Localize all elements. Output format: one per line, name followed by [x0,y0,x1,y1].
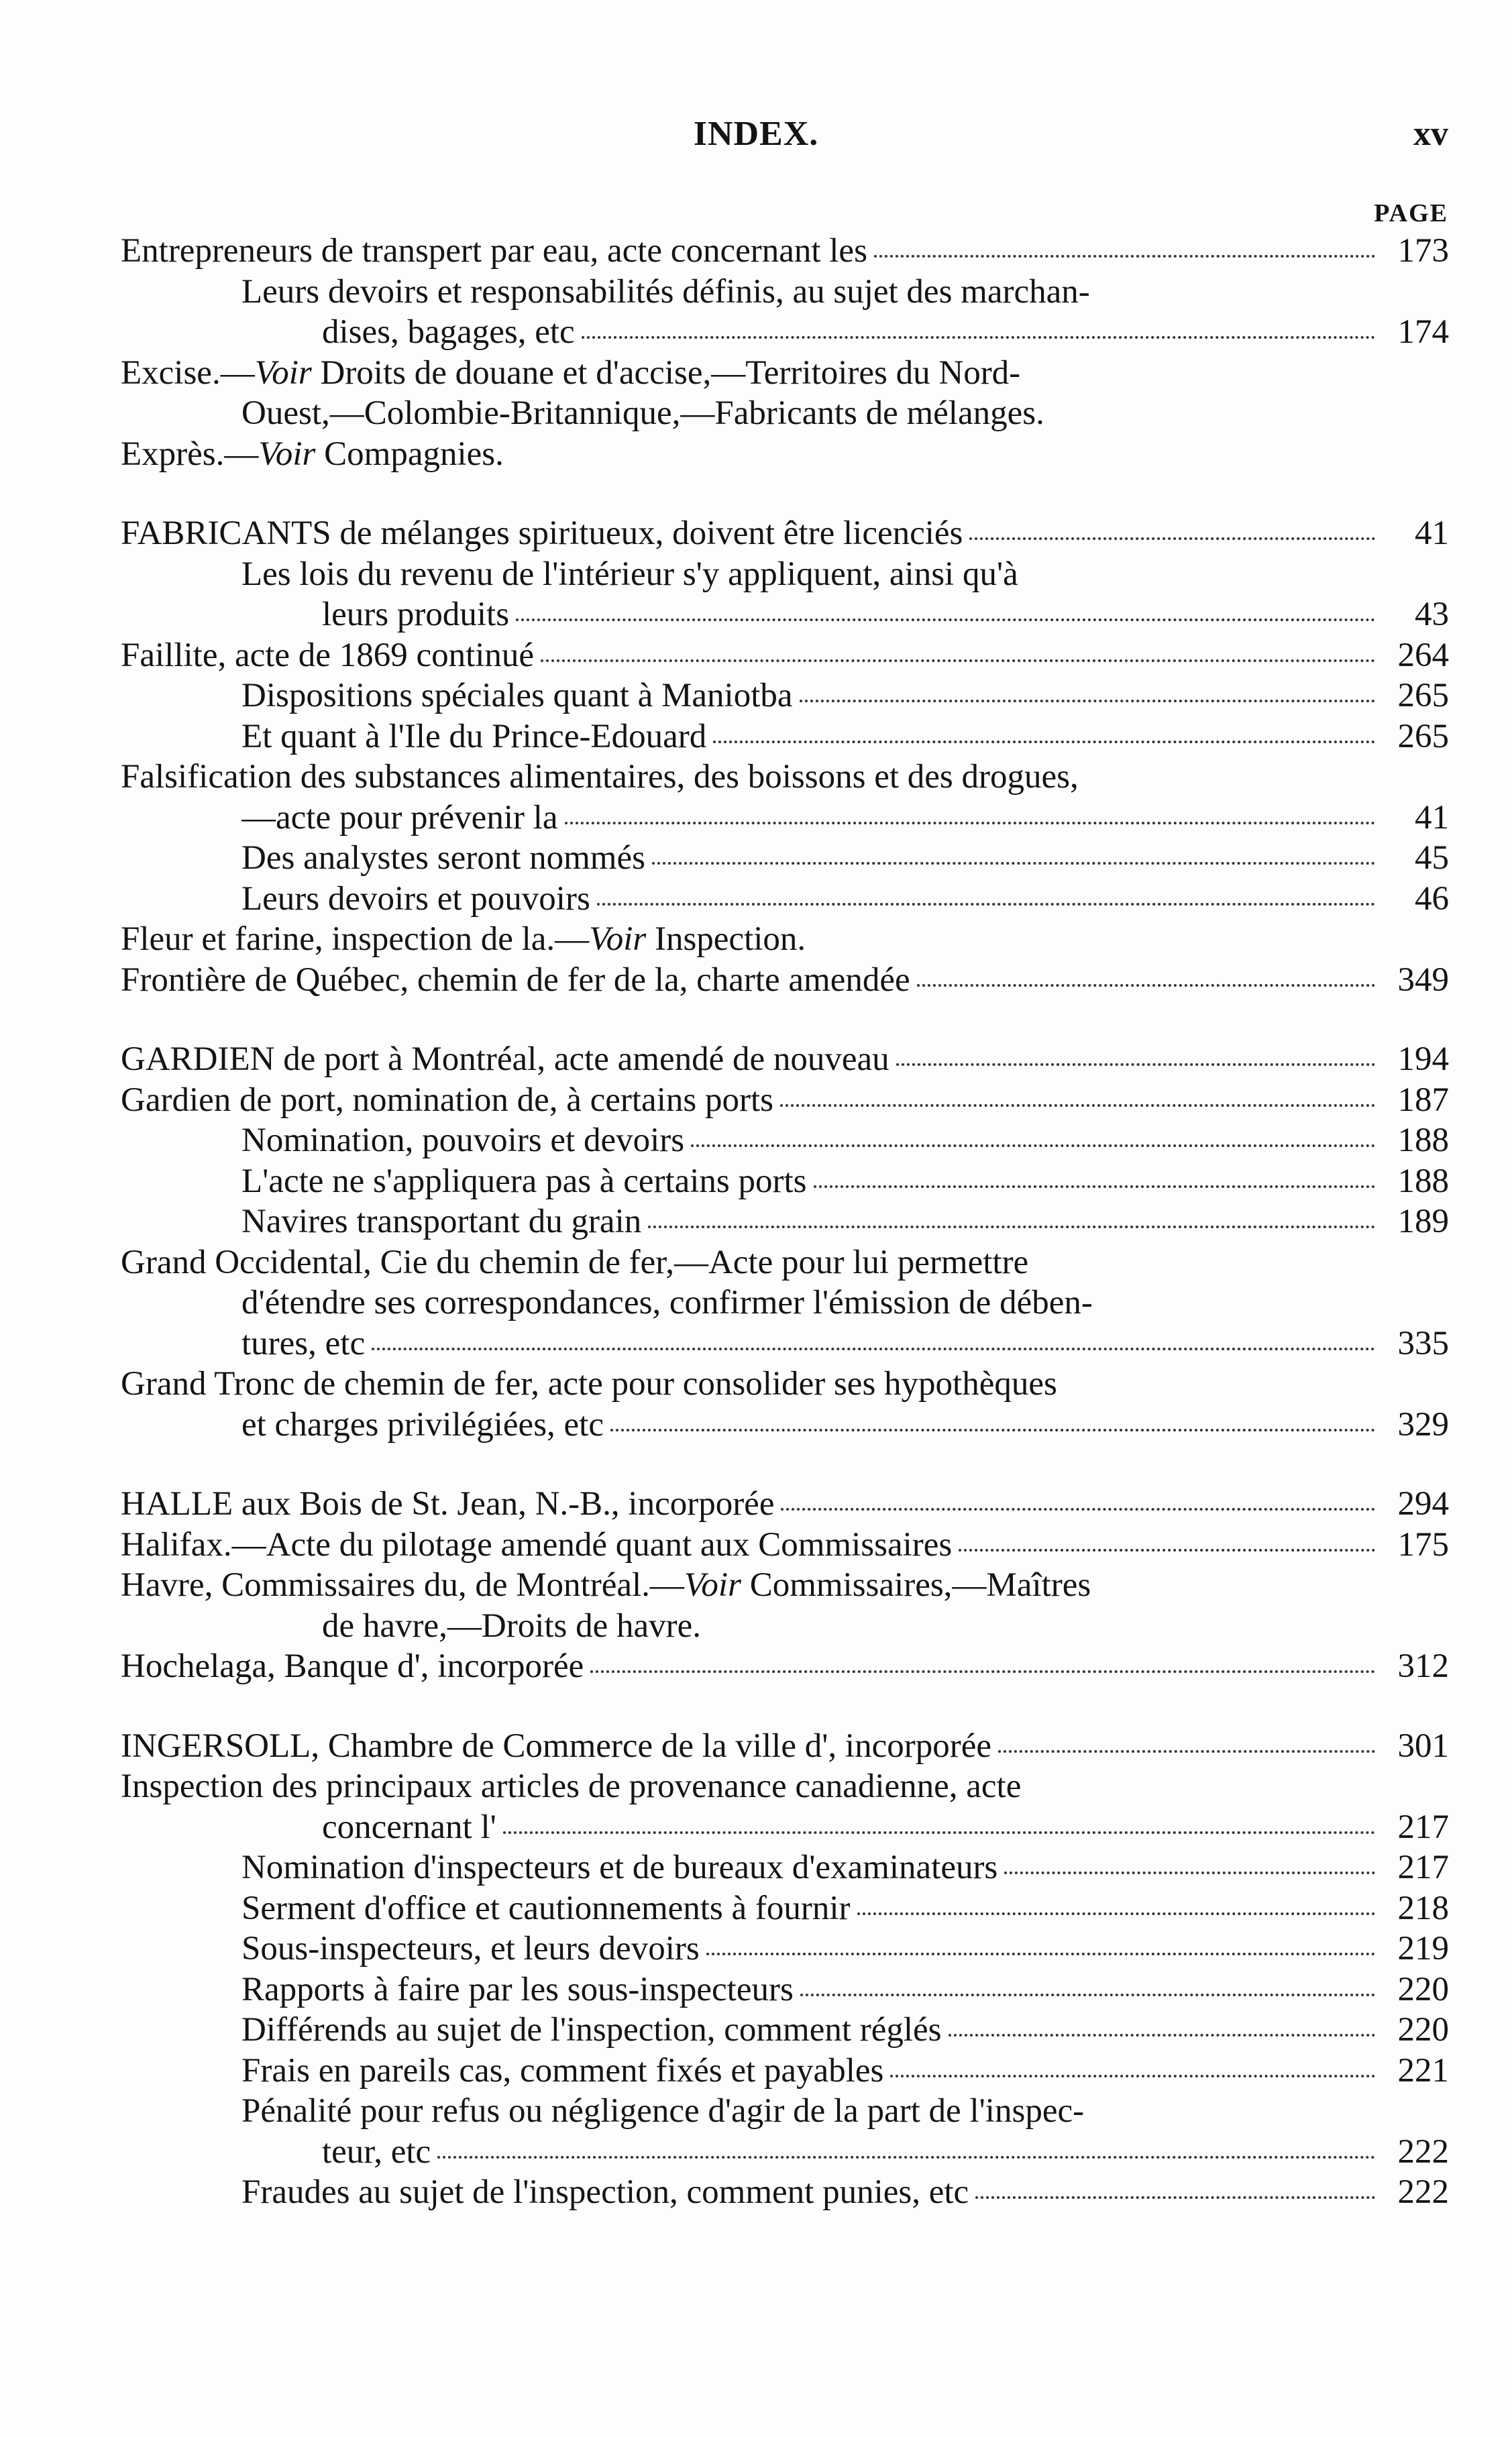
index-entry [121,838,1449,879]
dot-leader [998,1750,1375,1753]
page-number: 335 [1397,1324,1449,1362]
entry-text: Gardien de port, nomination de, à certains ports [121,1081,773,1119]
entry-text: Grand Occidental, Cie du chemin de fer,—Acte pour lui permettre [121,1243,1029,1281]
index-entry [121,1929,1449,1969]
index-entry [121,594,1449,635]
page-number: 194 [1397,1040,1449,1078]
dot-leader [713,741,1375,743]
index-entry [121,513,1449,554]
index-entry [121,798,1449,838]
index-entry [121,1606,1449,1647]
dot-leader [969,537,1375,540]
dot-leader [917,984,1375,987]
entry-text: Différends au sujet de l'inspection, comment réglés [241,2011,942,2049]
dot-leader [590,1670,1375,1673]
entry-text: Et quant à l'Ile du Prince-Edouard [241,717,707,755]
entry-text: dises, bagages, etc [322,313,575,351]
page-folio: xv [1413,115,1448,153]
dot-leader [800,1994,1375,1996]
page-number: 218 [1397,1889,1449,1927]
page-number: 175 [1397,1525,1449,1564]
index-entry [121,1726,1449,1767]
index-entry [121,1969,1449,2010]
dot-leader [541,659,1375,662]
dot-leader [565,822,1375,824]
entry-text: Frontière de Québec, chemin de fer de la, charte amendée [121,961,910,999]
entry-text: Navires transportant du grain [241,1203,642,1240]
index-entry [121,879,1449,920]
index-entry [121,1283,1449,1323]
entry-text: leurs produits [322,596,510,633]
page-number: 264 [1397,636,1449,674]
index-entry [121,1120,1449,1161]
page-number: 219 [1397,1930,1449,1967]
entry-text: Falsification des substances alimentaires, des boissons et des drogues, [121,758,1079,796]
entry-text: Des analystes seront nommés [241,839,645,877]
page-number: 265 [1397,717,1449,755]
index-entry [121,1646,1449,1687]
page-number: 188 [1397,1122,1449,1159]
dot-leader [706,1953,1375,1955]
entry-text: Faillite, acte de 1869 continué [121,636,535,674]
entry-text: et charges privilégiées, etc [241,1405,604,1444]
page-number: 222 [1397,2132,1449,2171]
page-number: 45 [1415,839,1449,877]
index-entry [121,1242,1449,1283]
index-entry [121,434,1449,475]
entry-text: Serment d'office et cautionnements à fournir [241,1889,851,1927]
dot-leader [372,1348,1375,1350]
dot-leader [1004,1872,1375,1874]
dot-leader [652,862,1375,865]
dot-leader [781,1508,1375,1511]
dot-leader [800,700,1375,702]
dot-leader [896,1063,1375,1066]
entry-text: FABRICANTS de mélanges spiritueux, doivent être licenciés [121,515,963,552]
entry-text: Leurs devoirs et responsabilités définis, au sujet des marchan- [241,272,1090,311]
entry-text: Pénalité pour refus ou négligence d'agir de la part de l'inspec- [241,2092,1085,2130]
index-entry [121,1766,1449,1807]
entry-text: Entrepreneurs de transpert par eau, acte concernant les [121,232,867,270]
index-entry [121,1201,1449,1242]
entry-text: Frais en pareils cas, comment fixés et payables [241,2051,884,2090]
dot-leader [890,2075,1375,2077]
index-entry [121,312,1449,353]
entry-text: Grand Tronc de chemin de fer, acte pour consolider ses hypothèques [121,1365,1057,1403]
page-number: 189 [1397,1203,1449,1240]
page-number: 220 [1397,2011,1449,2049]
entry-text: —acte pour prévenir la [241,798,558,836]
page-number: 312 [1397,1647,1449,1685]
index-entry [121,554,1449,595]
index-entry [121,960,1449,1001]
index-entry [121,2010,1449,2051]
index-entries [121,231,1449,2213]
entry-text: d'étendre ses correspondances, confirmer l'émission de dében- [241,1284,1093,1321]
section-gap [121,474,1449,513]
dot-leader [503,1831,1375,1834]
index-entry [121,2172,1449,2213]
entry-text: HALLE aux Bois de St. Jean, N.-B., incorporée [121,1485,775,1523]
entry-text: Fraudes au sujet de l'inspection, comment punies, etc [241,2173,969,2211]
index-entry [121,1807,1449,1848]
page-number: 349 [1397,961,1449,999]
index-entry [121,1405,1449,1446]
section-gap [121,1445,1449,1484]
page-number: 265 [1397,677,1449,714]
dot-leader [691,1144,1375,1147]
index-entry [121,919,1449,960]
entry-text: Hochelaga, Banque d', incorporée [121,1647,584,1685]
page-column-header: PAGE [1374,199,1448,227]
dot-leader [437,2156,1375,2159]
page-number: 174 [1397,313,1449,351]
page-number: 294 [1397,1485,1449,1523]
dot-leader [648,1226,1375,1228]
page-number: 217 [1397,1808,1449,1846]
index-entry [121,393,1449,434]
entry-text: Les lois du revenu de l'intérieur s'y appliquent, ainsi qu'à [241,555,1018,593]
entry-text: Exprès.—Voir Compagnies. [121,435,504,473]
entry-text: Rapports à faire par les sous-inspecteurs [241,1970,794,2008]
index-entry [121,231,1449,272]
dot-leader [949,2034,1375,2037]
index-entry [121,675,1449,716]
entry-text: GARDIEN de port à Montréal, acte amendé de nouveau [121,1040,889,1078]
entry-text: INGERSOLL, Chambre de Commerce de la ville d', incorporée [121,1727,991,1765]
page-number: 41 [1415,798,1449,836]
entry-text: Dispositions spéciales quant à Maniotba [241,677,793,714]
entry-text: Havre, Commissaires du, de Montréal.—Voir Commissaires,—Maîtres [121,1566,1091,1604]
dot-leader [597,903,1375,906]
page-number: 222 [1397,2173,1449,2211]
page-number: 41 [1415,515,1449,552]
index-entry [121,353,1449,394]
page-number: 43 [1415,596,1449,633]
dot-leader [582,336,1375,339]
dot-leader [814,1185,1375,1188]
page-number: 188 [1397,1162,1449,1200]
index-entry [121,1323,1449,1364]
running-head [0,114,1512,168]
index-entry [121,1847,1449,1888]
entry-text: Inspection des principaux articles de provenance canadienne, acte [121,1768,1022,1805]
index-entry [121,2132,1449,2173]
page-number: 46 [1415,879,1449,918]
entry-text: Nomination, pouvoirs et devoirs [241,1122,685,1159]
index-entry [121,1080,1449,1121]
index-entry [121,1039,1449,1080]
index-entry [121,635,1449,676]
entry-text: tures, etc [241,1324,366,1362]
page-title: INDEX. [693,115,819,153]
dot-leader [975,2196,1375,2199]
entry-text: Excise.—Voir Droits de douane et d'accise,—Territoires du Nord- [121,354,1021,392]
page-number: 329 [1397,1405,1449,1444]
dot-leader [857,1912,1375,1915]
index-entry [121,2051,1449,2092]
entry-text: Sous-inspecteurs, et leurs devoirs [241,1930,700,1967]
index-entry [121,1565,1449,1606]
page-number: 221 [1397,2051,1449,2090]
index-entry [121,716,1449,757]
entry-text: L'acte ne s'appliquera pas à certains ports [241,1162,807,1200]
page-number: 220 [1397,1970,1449,2008]
entry-text: Leurs devoirs et pouvoirs [241,879,590,918]
entry-text: Halifax.—Acte du pilotage amendé quant aux Commissaires [121,1525,953,1564]
index-entry [121,757,1449,798]
page-number: 187 [1397,1081,1449,1119]
dot-leader [610,1429,1375,1431]
entry-text: Ouest,—Colombie-Britannique,—Fabricants de mélanges. [241,394,1044,432]
index-entry [121,2091,1449,2132]
index-entry [121,272,1449,313]
section-gap [121,1000,1449,1039]
entry-text: concernant l' [322,1808,496,1846]
entry-text: Nomination d'inspecteurs et de bureaux d'examinateurs [241,1849,998,1886]
dot-leader [516,618,1375,621]
entry-text: Fleur et farine, inspection de la.—Voir Inspection. [121,920,806,958]
index-entry [121,1484,1449,1525]
dot-leader [780,1104,1375,1107]
entry-text: de havre,—Droits de havre. [322,1607,702,1645]
dot-leader [874,255,1375,258]
index-entry [121,1364,1449,1405]
dot-leader [959,1549,1375,1552]
index-entry [121,1161,1449,1202]
page-number: 173 [1397,232,1449,270]
entry-text: teur, etc [322,2132,431,2171]
page-number: 301 [1397,1727,1449,1765]
index-entry [121,1525,1449,1566]
section-gap [121,1687,1449,1726]
page-number: 217 [1397,1849,1449,1886]
index-entry [121,1888,1449,1929]
